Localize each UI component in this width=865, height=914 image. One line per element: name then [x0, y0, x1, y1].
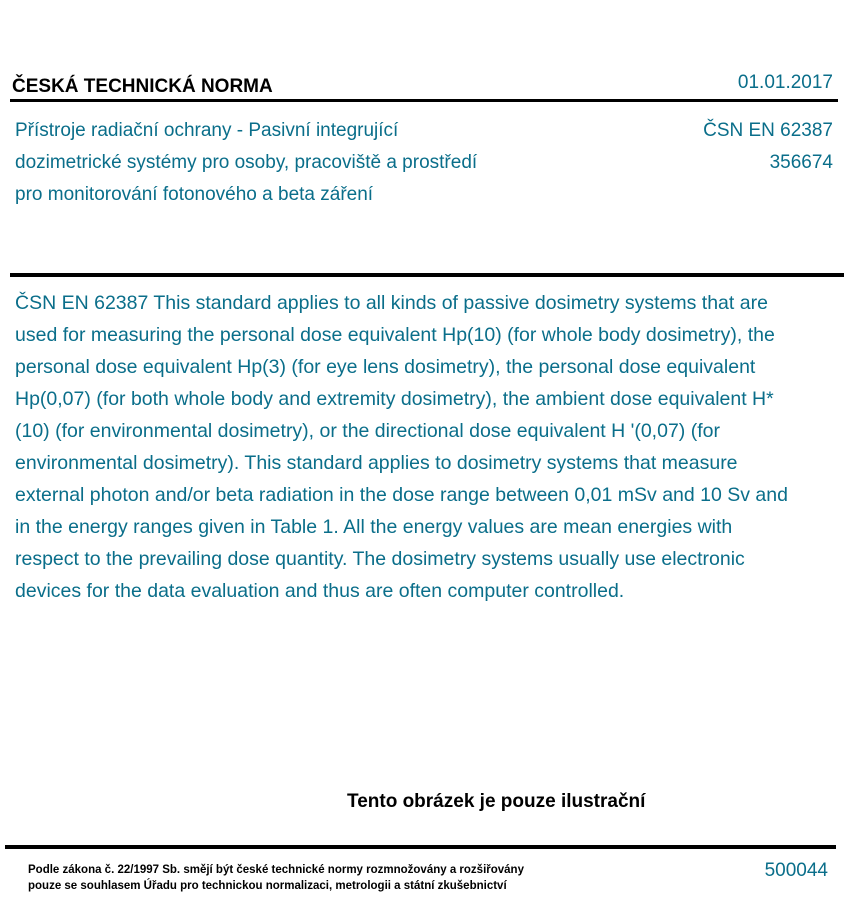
header-divider	[10, 99, 838, 102]
illustrative-note: Tento obrázek je pouze ilustrační	[347, 791, 646, 812]
publication-date: 01.01.2017	[737, 72, 833, 93]
legal-notice	[28, 862, 588, 894]
legal-line-1: Podle zákona č. 22/1997 Sb. smějí být české technické normy rozmnožovány a rozšiřovány	[28, 864, 524, 876]
norm-title: ČESKÁ TECHNICKÁ NORMA	[12, 76, 273, 97]
catalog-number: 500044	[764, 860, 828, 881]
catalog-class: 356674	[769, 152, 833, 173]
document-identifiers	[703, 115, 833, 179]
document-title: Přístroje radiační ochrany - Pasivní integrující dozimetrické systémy pro osoby, pracoviště a prostředí pro monitorování fotonového a beta záření	[15, 120, 478, 205]
abstract-text: ČSN EN 62387 This standard applies to all kinds of passive dosimetry systems that are used for measuring the personal dose equivalent Hp(10) (for whole body dosimetry), the personal dose equivalent Hp(3) (for eye lens dosimetry), the personal dose equivalent Hp(0,07) (for both whole body and extremity dosimetry), the ambient dose equivalent H*(10) (for environmental dosimetry), or the directional dose equivalent H '(0,07) (for environmental dosimetry). This standard applies to dosimetry systems that measure external photon and/or beta radiation in the dose range between 0,01 mSv and 10 Sv and in the energy ranges given in Table 1. All the energy values are mean energies with respect to the prevailing dose quantity. The dosimetry systems usually use electronic devices for the data evaluation and thus are often computer controlled.	[15, 292, 788, 602]
section-divider	[10, 273, 844, 277]
footer-divider	[5, 845, 836, 849]
legal-line-2: pouze se souhlasem Úřadu pro technickou normalizaci, metrologii a státní zkušebnictví	[28, 880, 507, 892]
standard-number: ČSN EN 62387	[703, 120, 833, 141]
